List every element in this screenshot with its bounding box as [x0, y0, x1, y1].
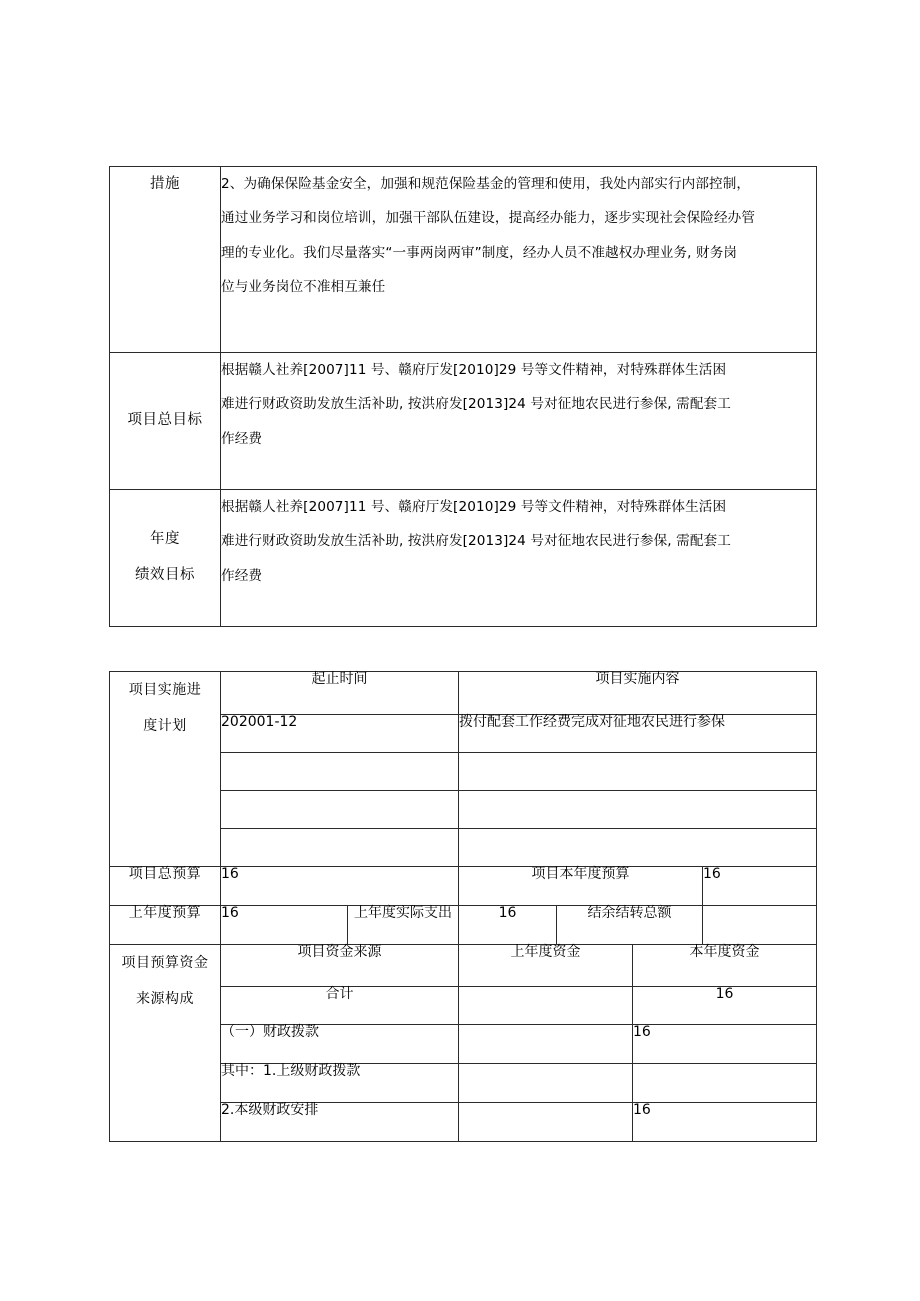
- budget-table: [109, 671, 817, 1142]
- paragraph-line: 理的专业化。我们尽量落实“一事两岗两审”制度，经办人员不准越权办理业务, 财务岗: [221, 244, 738, 261]
- row-label-overall-goal: [110, 353, 221, 490]
- funding-last-year-value: [459, 1064, 633, 1103]
- row-label-schedule: [110, 672, 221, 867]
- value-project-current-year-budget: [703, 867, 817, 906]
- row-content-measures: [221, 167, 817, 353]
- paragraph-line: 根据赣人社养[2007]11 号、赣府厅发[2010]29 号等文件精神，对特殊群体生活困: [221, 362, 727, 378]
- goals-table: [109, 166, 817, 627]
- header-text: 项目资金来源: [297, 944, 382, 960]
- paragraph-line: 作经费: [221, 567, 263, 584]
- label-carryover-total: [557, 906, 703, 945]
- cell-text: （一）财政拨款: [221, 1024, 319, 1040]
- funding-source-name: [221, 987, 459, 1025]
- schedule-content-value: [459, 791, 817, 829]
- funding-col-header-last-year: [459, 945, 633, 987]
- row-label-text: 年度: [150, 531, 180, 548]
- label-last-year-budget: [110, 906, 221, 945]
- cell-text: 2.本级财政安排: [221, 1102, 319, 1118]
- budget-total-row: [110, 867, 817, 906]
- funding-last-year-value: [459, 987, 633, 1025]
- table-row-annual-goal: [110, 490, 817, 627]
- cell-text: 16: [633, 1024, 651, 1040]
- cell-text: 16: [715, 986, 734, 1002]
- paragraph-line: 通过业务学习和岗位培训，加强干部队伍建设，提高经办能力，逐步实现社会保险经办管: [221, 210, 756, 227]
- funding-col-header-this-year: [633, 945, 817, 987]
- header-text: 项目实施内容: [595, 671, 680, 687]
- value-project-total-budget: [221, 867, 459, 906]
- schedule-content-value: [459, 715, 817, 753]
- schedule-content-value: [459, 753, 817, 791]
- funding-header-row: [110, 945, 817, 987]
- schedule-col-header-period: [221, 672, 459, 715]
- paragraph-line: 难进行财政资助发放生活补助, 按洪府发[2013]24 号对征地农民进行参保, 需配套工: [221, 396, 731, 413]
- row-label-text: 度计划: [143, 718, 187, 735]
- row-label-text: 项目实施进: [128, 682, 202, 698]
- paragraph-line: 作经费: [221, 430, 263, 447]
- schedule-content-value: [459, 829, 817, 867]
- schedule-period-value: [221, 715, 459, 753]
- row-content-annual-goal: [221, 490, 817, 627]
- cell-text: 16: [221, 866, 239, 882]
- header-text: 上年度资金: [510, 944, 581, 960]
- cell-text: 合计: [325, 986, 354, 1002]
- paragraph-line: 2、为确保保险基金安全，加强和规范保险基金的管理和使用，我处内部实行内部控制，: [221, 176, 751, 192]
- cell-text: 16: [633, 1102, 651, 1118]
- paragraph-line: 位与业务岗位不准相互兼任: [221, 278, 386, 295]
- schedule-col-header-content: [459, 672, 817, 715]
- row-label-annual-goal: [110, 490, 221, 627]
- schedule-period-value: [221, 791, 459, 829]
- label-text: 结余结转总额: [587, 905, 672, 921]
- schedule-period-value: [221, 829, 459, 867]
- cell-text: 16: [221, 905, 239, 921]
- funding-this-year-value: [633, 987, 817, 1025]
- cell-text: 202001-12: [221, 714, 298, 730]
- row-content-overall-goal: [221, 353, 817, 490]
- label-text: 上年度预算: [128, 905, 202, 921]
- funding-this-year-value: [633, 1064, 817, 1103]
- row-label-text: 项目预算资金: [121, 955, 209, 971]
- row-label-measures: [110, 167, 221, 353]
- header-text: 起止时间: [311, 671, 368, 687]
- cell-text: 16: [498, 905, 517, 921]
- label-last-year-actual-expense: [348, 906, 459, 945]
- funding-source-name: [221, 1064, 459, 1103]
- funding-source-name: [221, 1103, 459, 1142]
- funding-col-header-source: [221, 945, 459, 987]
- funding-last-year-value: [459, 1025, 633, 1064]
- funding-source-name: [221, 1025, 459, 1064]
- budget-lastyear-row: [110, 906, 817, 945]
- header-text: 本年度资金: [689, 944, 760, 960]
- label-text: 上年度实际支出: [354, 905, 452, 921]
- label-project-total-budget: [110, 867, 221, 906]
- cell-text: 16: [703, 866, 721, 882]
- value-last-year-budget: [221, 906, 348, 945]
- schedule-period-value: [221, 753, 459, 791]
- row-label-text: 项目总目标: [127, 412, 203, 429]
- cell-text: 其中：1.上级财政拨款: [221, 1063, 361, 1079]
- value-carryover-total: [703, 906, 817, 945]
- row-label-text: 绩效目标: [135, 567, 195, 583]
- funding-this-year-value: [633, 1025, 817, 1064]
- schedule-header-row: [110, 672, 817, 715]
- table-row-measures: [110, 167, 817, 353]
- label-project-current-year-budget: [459, 867, 703, 906]
- funding-this-year-value: [633, 1103, 817, 1142]
- value-last-year-actual-expense: [459, 906, 557, 945]
- row-label-text: 措施: [150, 176, 180, 192]
- paragraph-line: 难进行财政资助发放生活补助, 按洪府发[2013]24 号对征地农民进行参保, 需配套工: [221, 533, 731, 550]
- paragraph-line: 根据赣人社养[2007]11 号、赣府厅发[2010]29 号等文件精神，对特殊群体生活困: [221, 499, 727, 515]
- table-row-overall-goal: [110, 353, 817, 490]
- label-text: 项目本年度预算: [531, 866, 630, 882]
- cell-text: 拨付配套工作经费完成对征地农民进行参保: [459, 714, 725, 730]
- row-label-funding-composition: [110, 945, 221, 1142]
- row-label-text: 来源构成: [136, 991, 194, 1008]
- funding-last-year-value: [459, 1103, 633, 1142]
- label-text: 项目总预算: [128, 866, 202, 882]
